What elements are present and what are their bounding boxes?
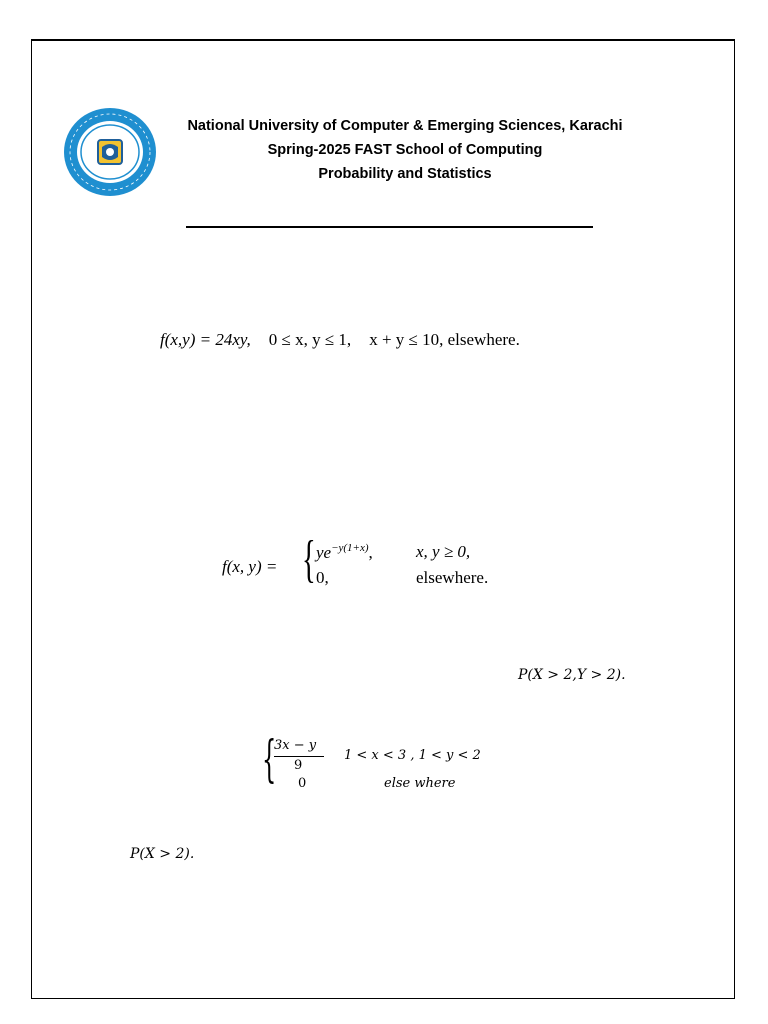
probability-expression-2: P(X > 2). <box>130 846 195 862</box>
eq2-brace: { <box>302 531 316 588</box>
joint-density-equation-1 <box>160 330 520 350</box>
semester-school: Spring-2025 FAST School of Computing <box>267 142 543 158</box>
eq1-tail: elsewhere. <box>447 330 520 349</box>
eq2-case1-value: $ye^{-y(1+x)}$, <box>316 542 373 562</box>
piecewise-density-3 <box>262 730 522 794</box>
eq3-numerator: 3x − y <box>274 738 317 753</box>
eq3-condition: 1 < x < 3 , 1 < y < 2 <box>344 748 481 763</box>
university-logo-icon <box>62 107 158 197</box>
eq2-case1-condition: x, y ≥ 0, <box>416 542 471 561</box>
course-title: Probability and Statistics <box>318 166 492 182</box>
eq3-zero: 0 <box>298 776 307 791</box>
eq2-case2-condition: elsewhere. <box>416 568 489 587</box>
header-rule <box>186 226 593 228</box>
probability-expression-1: P(X > 2,Y > 2). <box>518 667 626 683</box>
eq3-fraction-bar <box>274 756 324 757</box>
eq2-lhs: f(x, y) = <box>222 557 278 576</box>
eq2-case2-value: 0, <box>316 568 329 587</box>
eq1-condition-2: x + y ≤ 10, <box>369 330 444 349</box>
eq3-else-where: else where <box>384 776 456 791</box>
university-name: National University of Computer & Emerging Sciences, Karachi <box>187 118 623 134</box>
eq1-lhs: f(x,y) = 24xy, <box>160 330 251 349</box>
eq1-condition-1: 0 ≤ x, y ≤ 1, <box>268 330 352 349</box>
eq3-brace: { <box>262 730 277 788</box>
eq3-denominator: 9 <box>294 758 303 773</box>
